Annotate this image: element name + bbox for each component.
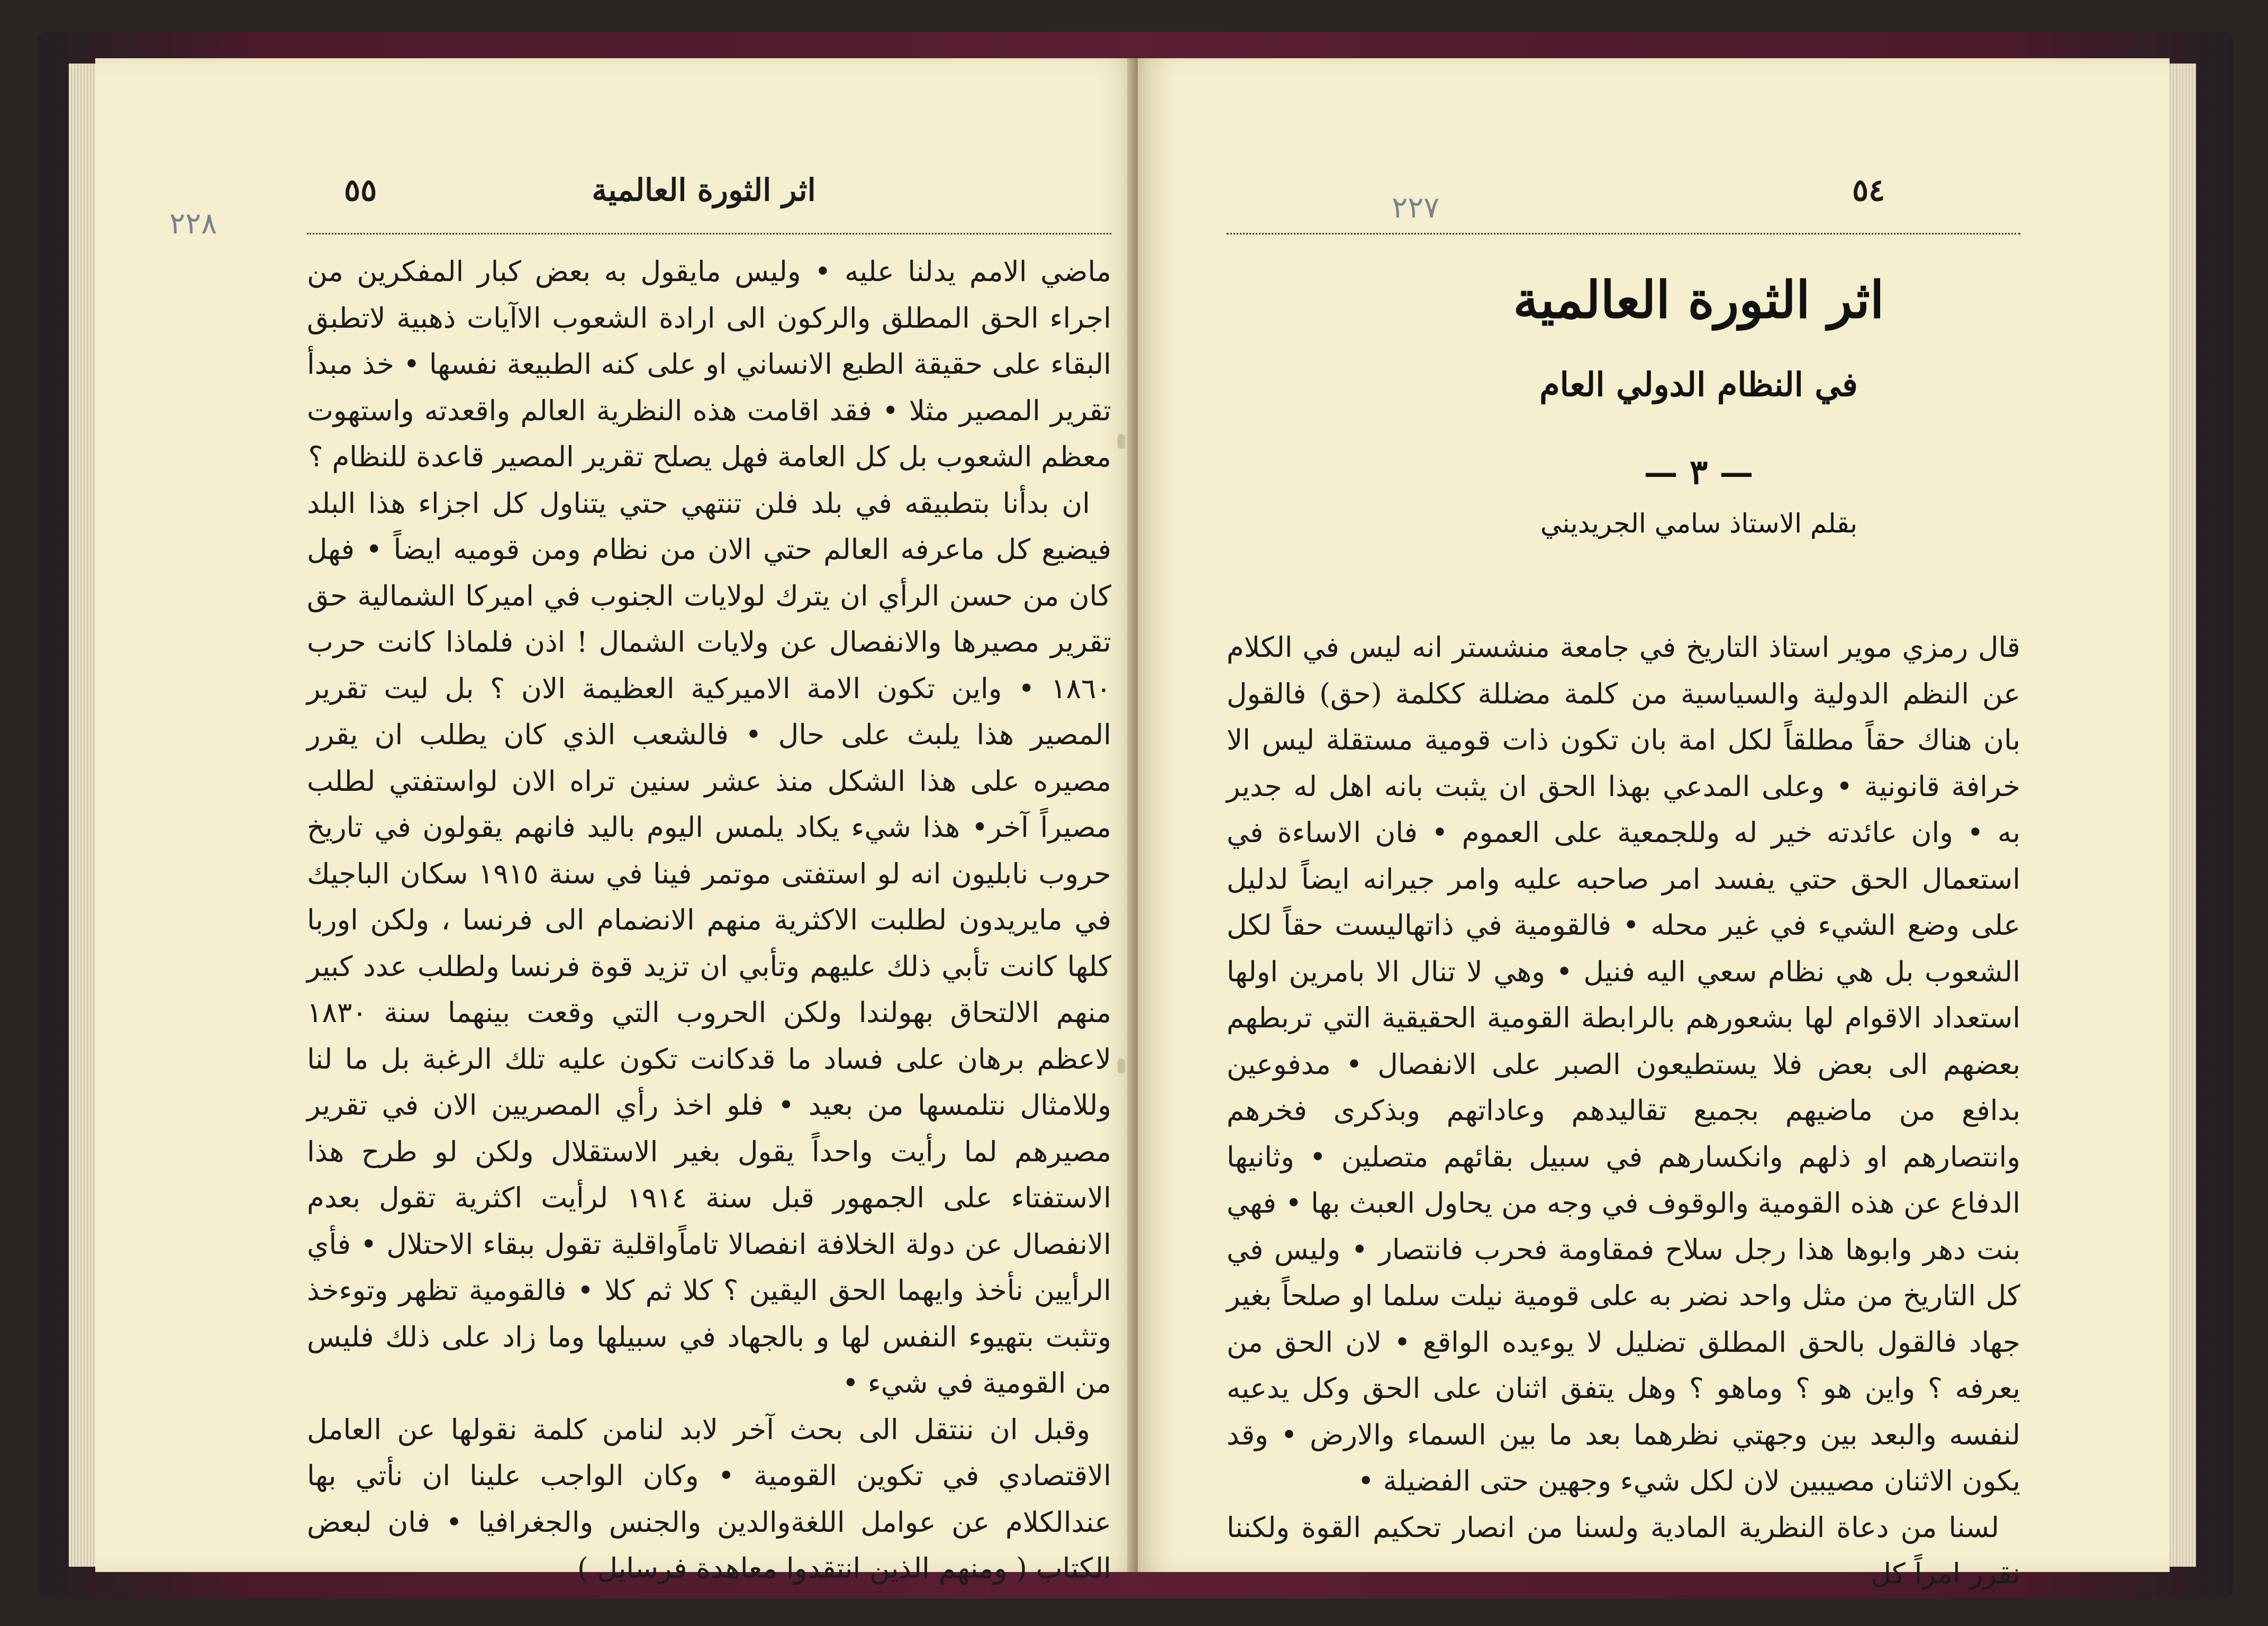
author-byline: بقلم الاستاذ سامي الجريديني	[1540, 508, 1857, 539]
left-page-number: ٥٥	[344, 172, 377, 208]
left-running-header: اثر الثورة العالمية	[592, 172, 816, 208]
binding-hole	[1118, 434, 1125, 449]
right-header-rule	[1227, 233, 2020, 234]
left-body-text	[307, 249, 1111, 1592]
left-paragraph-3: وقبل ان ننتقل الى بحث آخر لابد لنامن كلمة نقولها عن العامل الاقتصادي في تكوين القومية • وكان الواجب علينا ان نأتي بها عندالكلام عن عوامل اللغةوالدين والجنس والجغرافيا • فان لبعض الكتاب ( ومنهم الذين انتقدوا معاهدة فرسايل )	[307, 1413, 1111, 1585]
pencil-page-number-right: ٢٢٧	[1392, 191, 1440, 225]
pencil-page-number-left: ٢٢٨	[169, 206, 217, 241]
chapter-title: اثر الثورة العالمية	[1513, 270, 1884, 330]
right-paragraph-1: قال رمزي موير استاذ التاريخ في جامعة منشستر انه ليس في الكلام عن النظم الدولية والسياسية من كلمة مضللة ككلمة (حق) فالقول بان هناك حقاً مطلقاً لكل امة بان تكون ذات قومية مستقلة ليس الا خرافة قانونية • وعلى المدعي بهذا الحق ان يثبت بانه اهل له جدير به • وان عائدته خير له وللجمعية على العموم • فان الاساءة في استعمال الحق حتي يفسد امر صاحبه عليه وامر جيرانه ايضاً لدليل على وضع الشيء في غير محله • فالقومية في ذاتهاليست حقاً لكل الشعوب بل هي نظام سعي اليه فنيل • وهي لا تنال الا بامرين اولها استعداد الاقوام لها بشعورهم بالرابطة القومية الحقيقية التي تربطهم بعضهم الى بعض فلا يستطيعون الصبر على الانفصال • مدفوعين بدافع من ماضيهم بجميع تقاليدهم وعاداتهم وبذكرى فخرهم وانتصارهم او ذلهم وانكسارهم في سبيل بقائهم متصلين • وثانيها الدفاع عن هذه القومية والوقوف في وجه من يحاول العبث بها • فهي بنت دهر وابوها هذا رجل سلاح فمقاومة فحرب فانتصار • وليس في كل التاريخ من مثل واحد نضر به على قومية نيلت سلما او صلحاً بغير جهاد فالقول بالحق المطلق تضليل لا يوءيده الواقع • لان الحق من يعرفه ؟ واين هو ؟ وماهو ؟ وهل يتفق اثنان على الحق وكل يدعيه لنفسه والبعد بين وجهتي نظرهما بعد ما بين السماء والارض • وقد يكون الاثنان مصيبين لان لكل شيء وجهين حتى الفضيلة •	[1227, 631, 2020, 1497]
left-page	[95, 58, 1138, 1585]
left-paragraph-1: ماضي الامم يدلنا عليه • وليس مايقول به بعض كبار المفكرين من اجراء الحق المطلق والركون الى ارادة الشعوب الاآيات ذهبية لاتطبق البقاء على حقيقة الطبع الانساني او على كنه الطبيعة نفسها • خذ مبدأ تقرير المصير مثلا • فقد اقامت هذه النظرية العالم واقعدته واستهوت معظم الشعوب بل كل العامة فهل يصلح تقرير المصير قاعدة للنظام ؟	[307, 256, 1111, 473]
left-paragraph-2: ان بدأنا بتطبيقه في بلد فلن تنتهي حتي يتناول كل اجزاء هذا البلد فيضيع كل ماعرفه العالم حتي الان من نظام ومن قوميه ايضاً • فهل كان من حسن الرأي ان يترك لولايات الجنوب في اميركا الشمالية حق تقرير مصيرها والانفصال عن ولايات الشمال ! اذن فلماذا كانت حرب ١٨٦٠ • واين تكون الامة الاميركية العظيمة الان ؟ بل ليت تقرير المصير هذا يلبث على حال • فالشعب الذي كان يطلب ان يقرر مصيره على هذا الشكل منذ عشر سنين تراه الان لواستفتي لطلب مصيراً آخر• هذا شيء يكاد يلمس اليوم باليد فانهم يقولون في تاريخ حروب نابليون انه لو استفتى موتمر فينا في سنة ١٩١٥ سكان الباجيك في مايريدون لطلبت الاكثرية منهم الانضمام الى فرنسا ، ولكن اوربا كلها كانت تأبي ذلك عليهم وتأبي ان تزيد قوة فرنسا ولطلب عدد كبير منهم الالتحاق بهولندا ولكن الحروب التي وقعت بينهما سنة ١٨٣٠ لاعظم برهان على فساد ما قدكانت تكون عليه تلك الرغبة بل ما لنا وللامثال نتلمسها من بعيد • فلو اخذ رأي المصريين الان في تقرير مصيرهم لما رأيت واحداً يقول بغير الاستقلال ولكن لو طرح هذا الاستفتاء على الجمهور قبل سنة ١٩١٤ لرأيت اكثرية تقول بعدم الانفصال عن دولة الخلافة انفصالا تاماًواقلية تقول ببقاء الاحتلال • فأي الرأيين نأخذ وايهما الحق اليقين ؟ كلا ثم كلا • فالقومية تظهر وتوءخذ وتثبت بتهيوء النفس لها و بالجهاد في سبيلها وما زاد على ذلك فليس من القومية في شيء •	[307, 487, 1111, 1399]
chapter-number: — ٣ —	[1644, 453, 1754, 492]
chapter-subtitle: في النظام الدولي العام	[1539, 365, 1858, 404]
right-page-number: ٥٤	[1852, 172, 1885, 208]
left-header-rule	[307, 233, 1111, 234]
right-paragraph-2: لسنا من دعاة النظرية المادية ولسنا من انصار تحكيم القوة ولكننا نقرر امراً كل	[1227, 1511, 2020, 1590]
binding-hole	[1118, 1059, 1125, 1073]
right-body-text	[1227, 625, 2020, 1597]
